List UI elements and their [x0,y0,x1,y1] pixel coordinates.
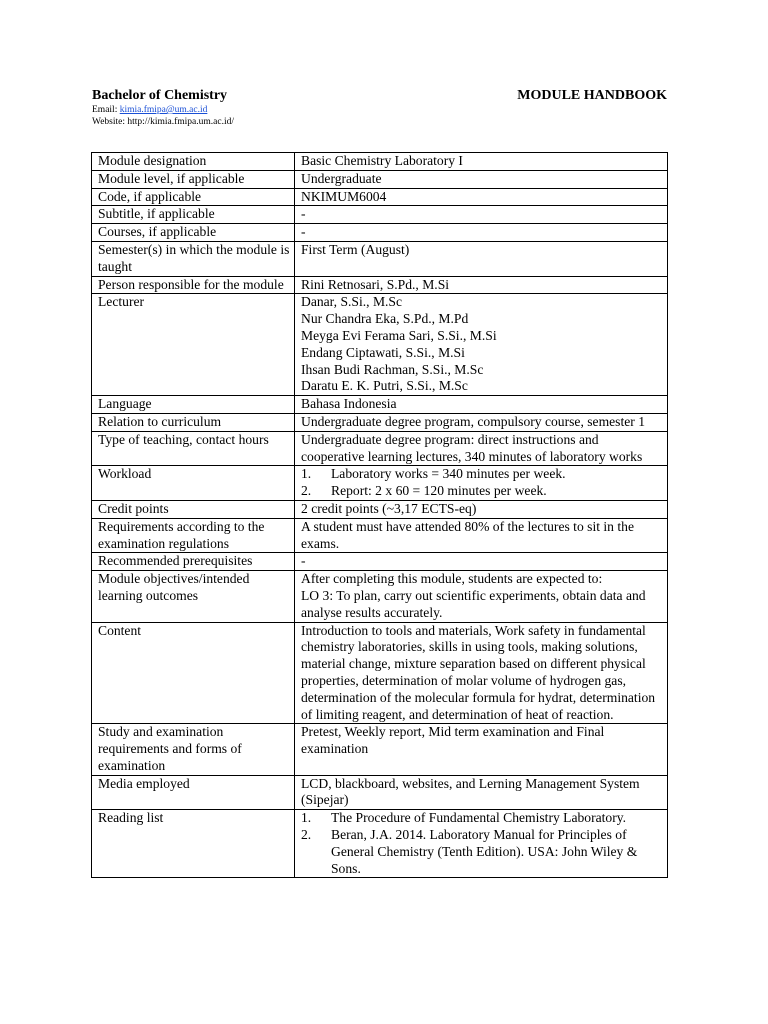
row-value: - [295,206,668,224]
row-value: Introduction to tools and materials, Work safety in fundamental chemistry laboratories, skills in using tools, making solutions, material change, mixture separation based on different physical properties, determination of molar volume of hydrogen gas, determination of the molecular formula for hydrat, determination of limiting reagent, and determination of heat of reaction. [295,622,668,724]
module-table [91,152,668,878]
list-number: 2. [301,827,312,843]
list-number: 2. [301,483,312,499]
table-row [92,518,668,553]
workload-list-cell [295,466,668,501]
row-label: Relation to curriculum [92,413,295,431]
row-label: Workload [92,466,295,501]
table-row [92,466,668,501]
table-row [92,775,668,810]
workload-list [301,466,663,500]
list-item [301,827,663,877]
row-label: Requirements according to the examination regulations [92,518,295,553]
objectives-cell [295,571,668,622]
website-label: Website: [92,117,128,127]
list-item [301,483,663,500]
table-row [92,724,668,775]
lecturer-name: Endang Ciptawati, S.Si., M.Si [301,344,465,360]
table-row [92,500,668,518]
row-value: 2 credit points (~3,17 ECTS-eq) [295,500,668,518]
row-label: Subtitle, if applicable [92,206,295,224]
table-row [92,571,668,622]
row-label: Module level, if applicable [92,170,295,188]
table-row [92,170,668,188]
table-row [92,241,668,276]
list-item [301,810,663,827]
row-value: - [295,224,668,242]
table-row [92,810,668,878]
program-title: Bachelor of Chemistry [92,88,228,103]
email-line [92,104,234,116]
table-row [92,188,668,206]
table-row [92,224,668,242]
table-row [92,294,668,396]
document-header [92,87,234,128]
list-item [301,466,663,483]
row-label: Person responsible for the module [92,276,295,294]
list-text: The Procedure of Fundamental Chemistry Laboratory. [331,810,627,826]
row-value: A student must have attended 80% of the lectures to sit in the exams. [295,518,668,553]
list-text: Beran, J.A. 2014. Laboratory Manual for Principles of General Chemistry (Tenth Edition). USA: John Wiley & Sons. [331,827,638,876]
row-value: Undergraduate degree program: direct instructions and cooperative learning lectures, 340 minutes of laboratory works [295,431,668,466]
lecturer-name: Nur Chandra Eka, S.Pd., M.Pd [301,311,469,327]
row-label: Semester(s) in which the module is taught [92,241,295,276]
reading-list-cell [295,810,668,878]
website-line [92,116,234,128]
row-label: Code, if applicable [92,188,295,206]
row-label: Module designation [92,153,295,171]
list-text: Report: 2 x 60 = 120 minutes per week. [331,483,547,499]
row-value: LCD, blackboard, websites, and Lerning Management System (Sipejar) [295,775,668,810]
row-label: Courses, if applicable [92,224,295,242]
row-value: - [295,553,668,571]
row-label: Credit points [92,500,295,518]
email-label: Email: [92,105,120,115]
row-value: Undergraduate degree program, compulsory course, semester 1 [295,413,668,431]
learning-outcome: LO 3: To plan, carry out scientific experiments, obtain data and analyse results accurately. [301,587,646,620]
table-row [92,396,668,414]
lecturer-name: Ihsan Budi Rachman, S.Si., M.Sc [301,361,484,377]
reading-list [301,810,663,877]
email-link[interactable]: kimia.fmipa@um.ac.id [119,105,208,115]
row-value: Basic Chemistry Laboratory I [295,153,668,171]
table-row [92,431,668,466]
table-row [92,413,668,431]
row-label: Language [92,396,295,414]
row-label: Lecturer [92,294,295,396]
list-number: 1. [301,466,312,482]
row-label: Module objectives/intended learning outcomes [92,571,295,622]
table-row [92,206,668,224]
lecturer-name: Meyga Evi Ferama Sari, S.Si., M.Si [301,327,497,343]
table-row [92,622,668,724]
row-label: Media employed [92,775,295,810]
website-url: http://kimia.fmipa.um.ac.id/ [127,117,234,127]
row-label: Recommended prerequisites [92,553,295,571]
row-value: Pretest, Weekly report, Mid term examination and Final examination [295,724,668,775]
table-row [92,553,668,571]
lecturer-name: Daratu E. K. Putri, S.Si., M.Sc [301,378,468,394]
row-value: Rini Retnosari, S.Pd., M.Si [295,276,668,294]
row-label: Reading list [92,810,295,878]
row-value: NKIMUM6004 [295,188,668,206]
row-label: Study and examination requirements and forms of examination [92,724,295,775]
list-text: Laboratory works = 340 minutes per week. [331,466,566,482]
row-label: Type of teaching, contact hours [92,431,295,466]
row-label: Content [92,622,295,724]
row-value: First Term (August) [295,241,668,276]
handbook-title: MODULE HANDBOOK [517,88,667,103]
lecturer-list [295,294,668,396]
lecturer-name: Danar, S.Si., M.Sc [301,294,403,310]
list-number: 1. [301,810,312,826]
row-value: Undergraduate [295,170,668,188]
objectives-intro: After completing this module, students are expected to: [301,571,603,587]
table-row [92,153,668,171]
row-value: Bahasa Indonesia [295,396,668,414]
table-row [92,276,668,294]
